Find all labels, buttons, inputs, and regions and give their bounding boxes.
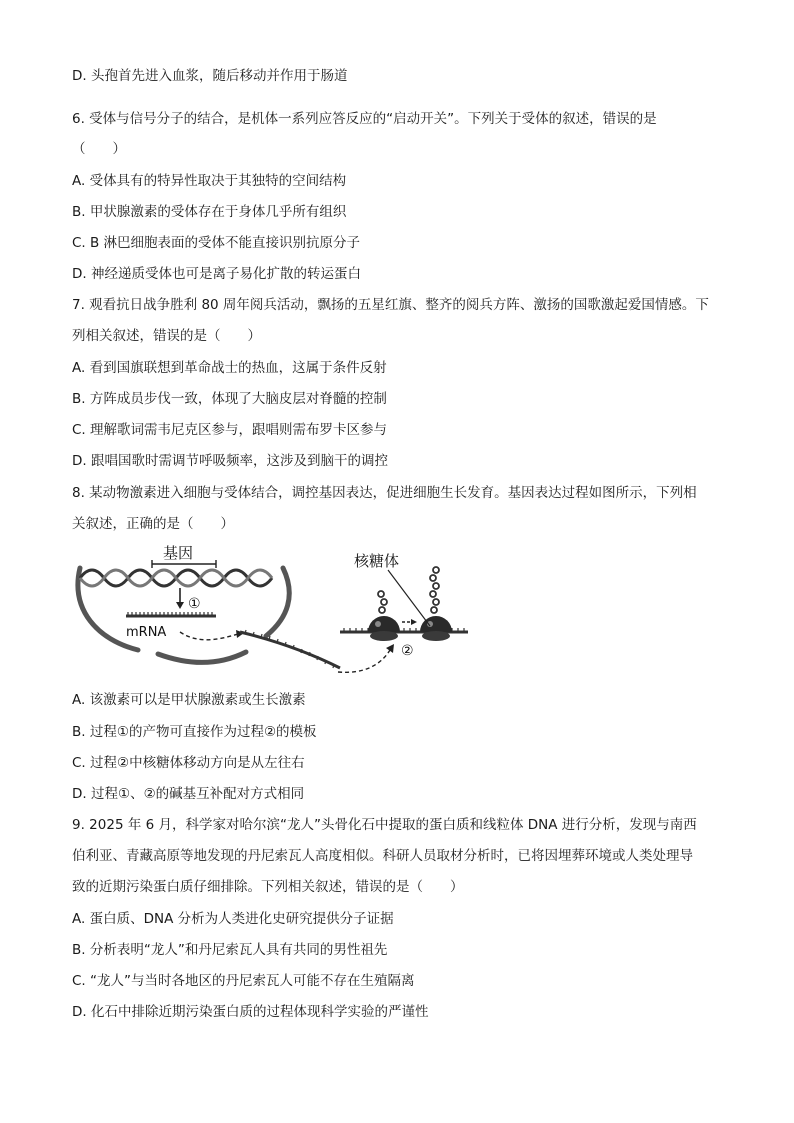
peptide-chain-left bbox=[378, 591, 387, 613]
q8-option-c: C. 过程②中核糖体移动方向是从左往右 bbox=[72, 755, 305, 771]
mrna-nucleus bbox=[126, 612, 216, 616]
q8-option-a: A. 该激素可以是甲状腺激素或生长激素 bbox=[72, 692, 306, 708]
nuclear-envelope-right bbox=[266, 568, 289, 636]
q6-stem-line1: 6. 受体与信号分子的结合，是机体一系列应答反应的“启动开关”。下列关于受体的叙述，错误的是 bbox=[72, 111, 657, 127]
q7-stem-line1: 7. 观看抗日战争胜利 80 周年阅兵活动，飘扬的五星红旗、整齐的阅兵方阵、激扬的国歌激起爱国情感。下 bbox=[72, 297, 709, 313]
q7-option-d: D. 跟唱国歌时需调节呼吸频率，这涉及到脑干的调控 bbox=[72, 453, 388, 469]
q9-stem-line3: 致的近期污染蛋白质仔细排除。下列相关叙述，错误的是（ ） bbox=[72, 879, 464, 895]
q9-option-b: B. 分析表明“龙人”和丹尼索瓦人具有共同的男性祖先 bbox=[72, 942, 388, 958]
q6-option-c: C. B 淋巴细胞表面的受体不能直接识别抗原分子 bbox=[72, 235, 361, 251]
gene-expression-diagram bbox=[68, 540, 488, 685]
q6-option-d: D. 神经递质受体也可是离子易化扩散的转运蛋白 bbox=[72, 266, 361, 282]
q6-stem-line2: （ ） bbox=[72, 141, 126, 157]
q6-option-b: B. 甲状腺激素的受体存在于身体几乎所有组织 bbox=[72, 204, 347, 220]
step2-label: ② bbox=[401, 643, 414, 659]
q7-stem-line2: 列相关叙述，错误的是（ ） bbox=[72, 328, 261, 344]
mrna-cytoplasm bbox=[240, 630, 340, 668]
q6-option-a: A. 受体具有的特异性取决于其独特的空间结构 bbox=[72, 173, 347, 189]
q9-option-d: D. 化石中排除近期污染蛋白质的过程体现科学实验的严谨性 bbox=[72, 1004, 429, 1020]
q9-stem-line2: 伯利亚、青藏高原等地发现的丹尼索瓦人高度相似。科研人员取材分析时，已将因埋葬环境或人类处理导 bbox=[72, 848, 693, 864]
q7-option-a: A. 看到国旗联想到革命战士的热血，这属于条件反射 bbox=[72, 360, 387, 376]
q8-option-d: D. 过程①、②的碱基互补配对方式相同 bbox=[72, 786, 305, 802]
q9-stem-line1: 9. 2025 年 6 月，科学家对哈尔滨“龙人”头骨化石中提取的蛋白质和线粒体 DNA 进行分析，发现与南西 bbox=[72, 817, 697, 833]
q7-option-c: C. 理解歌词需韦尼克区参与，跟唱则需布罗卡区参与 bbox=[72, 422, 388, 438]
q8-option-b: B. 过程①的产物可直接作为过程②的模板 bbox=[72, 724, 317, 740]
q9-option-a: A. 蛋白质、DNA 分析为人类进化史研究提供分子证据 bbox=[72, 911, 394, 927]
ribosome-label: 核糖体 bbox=[354, 552, 400, 570]
gene-label: 基因 bbox=[163, 544, 194, 562]
q8-stem-line2: 关叙述，正确的是（ ） bbox=[72, 516, 234, 532]
q9-option-c: C. “龙人”与当时各地区的丹尼索瓦人可能不存在生殖隔离 bbox=[72, 973, 415, 989]
step1-label: ① bbox=[188, 596, 201, 612]
q8-stem-line1: 8. 某动物激素进入细胞与受体结合，调控基因表达，促进细胞生长发育。基因表达过程如图所示，下列相 bbox=[72, 485, 697, 501]
q5-option-d: D. 头孢首先进入血浆，随后移动并作用于肠道 bbox=[72, 68, 348, 84]
nuclear-envelope-bottom bbox=[158, 652, 246, 662]
peptide-chain-right bbox=[430, 567, 439, 613]
q7-option-b: B. 方阵成员步伐一致，体现了大脑皮层对脊髓的控制 bbox=[72, 391, 387, 407]
ribosome-left bbox=[368, 616, 400, 641]
mrna-label: mRNA bbox=[126, 625, 167, 640]
